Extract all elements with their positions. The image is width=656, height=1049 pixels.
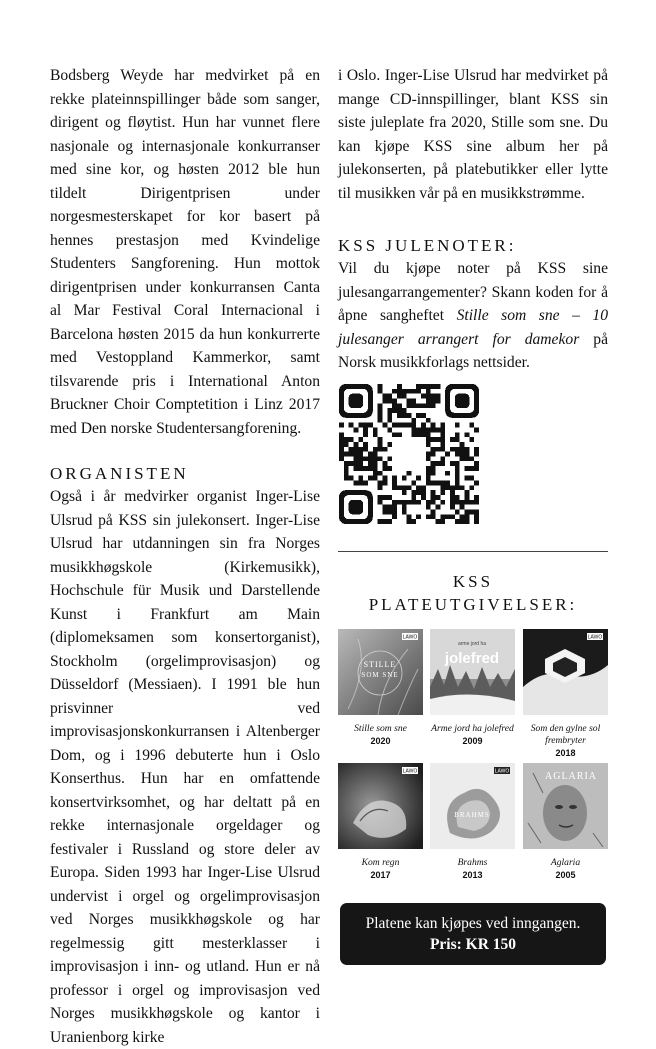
release-item (523, 763, 608, 881)
release-item (338, 763, 423, 881)
qr-code[interactable] (339, 384, 479, 524)
release-title: Som den gylne sol frembryter (530, 723, 601, 746)
julenoter-text: Vil du kjøpe noter på KSS sine julesangarrangementer? Skann koden for å åpne sangheftet Stille som sne – 10 julesanger arrangert for damekor på Norsk musikkforlags nettsider. (338, 260, 608, 371)
album-cover-som-den-gylne-sol (523, 629, 608, 715)
release-item (430, 763, 515, 881)
release-item (338, 629, 423, 747)
album-cover-arme-jord (430, 629, 515, 715)
album-cover-brahms (430, 763, 515, 849)
release-year: 2009 (462, 736, 483, 746)
release-year: 2020 (370, 736, 391, 746)
songbook-title: Stille som sne – 10 julesanger arrangert for damekor (338, 307, 608, 348)
release-title: Brahms (457, 857, 488, 868)
left-column (50, 64, 320, 1049)
release-year: 2017 (370, 870, 391, 880)
release-year: 2013 (462, 870, 483, 880)
release-year: 2018 (555, 748, 576, 758)
organist-bio-continued: i Oslo. Inger-Lise Ulsrud har medvirket på mange CD-innspillinger, blant KSS sin siste juleplate fra 2020, Stille som sne. Du kan kjøpe KSS sine album her på julekonserten, på platebutikker eller lytte til musikken vår på en musikkstrømme. (338, 67, 608, 202)
section-divider (338, 551, 608, 552)
album-cover-stille-som-sne (338, 629, 423, 715)
svg-text:LAWO: LAWO (402, 634, 418, 641)
purchase-info-text: Platene kan kjøpes ved inngangen. (365, 915, 581, 932)
cover-text: BRAHMS (454, 811, 490, 819)
release-item (430, 629, 515, 747)
release-year: 2005 (555, 870, 576, 880)
album-cover-aglaria (523, 763, 608, 849)
conductor-bio-text: Bodsberg Weyde har medvirket på en rekke plateinnspillinger både som sanger, dirigent og fløytist. Hun har vunnet flere nasjonale og internasjonale konkurranser med sine kor, og høsten 2012 ble hun tildelt Dirigentprisen under norgesmesterskapet for kor basert på hennes prestasjon med Kvindelige Studenters Sangforening. Hun mottok dirigentprisen under konkurransen Canta al Mar Festival Coral Internacional i Barcelona høsten 2015 da hun konkurrerte med Vestoppland Kammerkor, samt tilsvarende pris i International Anton Bruckner Choir Comptetition i Linz 2017 med Den norske Studentersangforening. (50, 67, 320, 437)
svg-text:arme jord ha: arme jord ha (457, 641, 487, 647)
organist-heading: ORGANISTEN (50, 464, 189, 483)
release-title: Stille som sne (354, 723, 407, 734)
cover-text: AGLARIA (545, 771, 597, 782)
svg-text:LAWO: LAWO (587, 634, 603, 641)
purchase-info-box (340, 903, 606, 965)
organist-bio-text: Også i år medvirker organist Inger-Lise Ulsrud på KSS sin julekonsert. Inger-Lise Ulsrud har utdanningen sin fra Norges musikkhøgskole (Kirkemusikk), Hochschule für Musik und Darstellende Kunst i Frankfurt am Main (diplomeksamen som konsertorganist), Stockholm (orgelimprovisasjon) og Düsseldorf (Messiaen). I 1991 ble hun prisvinner ved improvisasjonskonkurransen i Altenberger Dom, og i 1996 debuterte hun i Oslo Konserthus. Hun har en omfattende konsertvirksomhet, og har deltatt på en rekke internasjonale orgeldager og festivaler i Russland og store deler av Europa. Siden 1993 har Inger-Lise Ulsrud undervist i orgel og orgelimprovisasjon ved Norges musikkhøgskole og har regelmessig gitt mesterklasser i improvisasjon i inn- og utland. Hun er nå professor i orgel og improvisasjon ved Norges musikkhøgskole og kantor i Uranienborg kirke (50, 488, 320, 1046)
album-cover-kom-regn (338, 763, 423, 849)
release-title: Arme jord ha jolefred (431, 723, 514, 734)
cover-text: jolefred (444, 650, 500, 667)
cover-text: STILLE (363, 660, 397, 669)
releases-heading: KSS PLATEUTGIVELSER: (368, 572, 578, 614)
svg-text:LAWO: LAWO (402, 768, 418, 775)
julenoter-heading: KSS JULENOTER: (338, 236, 517, 255)
release-title: Kom regn (361, 857, 400, 868)
cover-text: SOM SNE (361, 671, 399, 679)
release-title: Aglaria (550, 857, 581, 868)
right-column (338, 64, 608, 375)
release-item (523, 629, 608, 759)
price-label: Pris: KR 150 (429, 936, 517, 953)
svg-text:LAWO: LAWO (494, 768, 510, 775)
